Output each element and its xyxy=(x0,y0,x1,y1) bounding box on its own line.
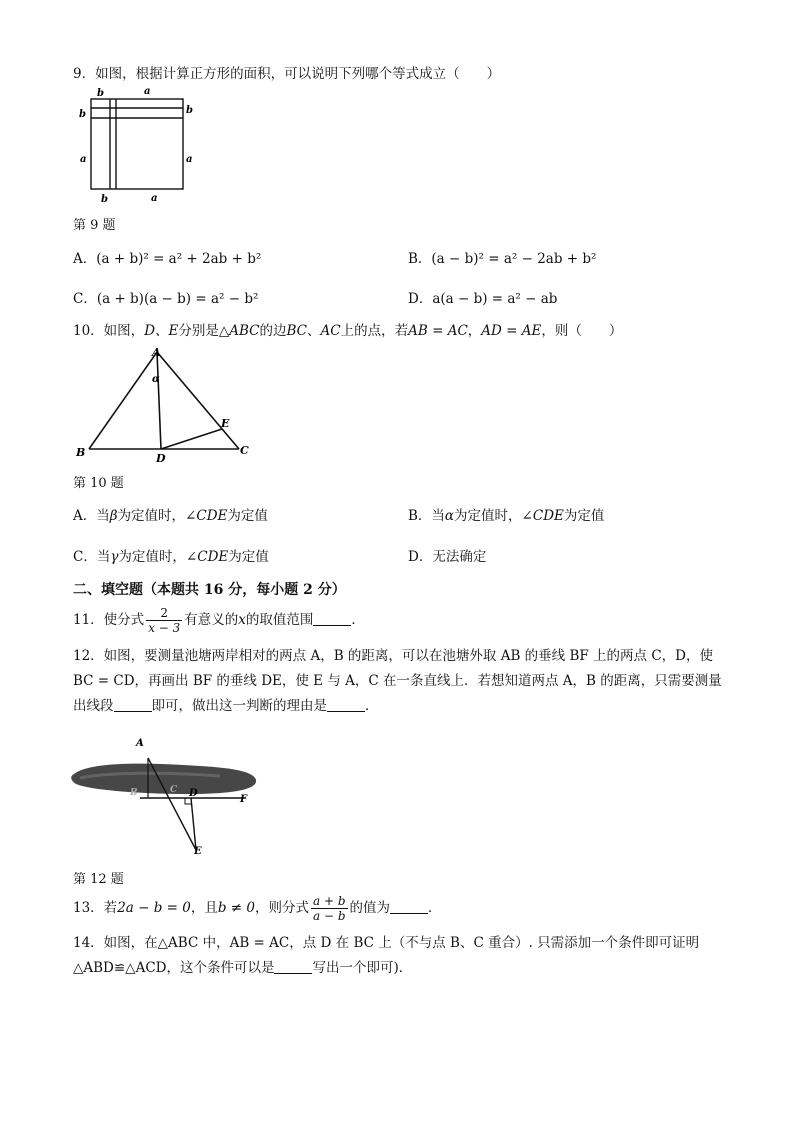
q9-label-right-a: a xyxy=(186,154,193,165)
q12-caption: 第 12 题 xyxy=(73,872,124,887)
q10-caption: 第 10 题 xyxy=(73,476,124,491)
q12-label-c: C xyxy=(170,785,178,795)
q10-triangle-figure xyxy=(72,342,262,464)
q13-stem: 13．若2a − b = 0，且b ≠ 0，则分式 $\frac{a + b}{a - b}$ 的值为 ． xyxy=(73,894,442,923)
section-title: 二、填空题（本题共 16 分，每小题 2 分） xyxy=(73,582,346,598)
q9-label-left-b: b xyxy=(79,109,86,120)
q9-label-top-a: a xyxy=(144,86,151,97)
q12-answer-blank-1[interactable] xyxy=(114,697,152,712)
q10-label-c: C xyxy=(240,444,249,457)
q9-option-c[interactable]: C．(a + b)(a − b) = a² − b² xyxy=(73,291,259,307)
q12-label-d: D xyxy=(189,788,198,799)
q9-label-top-b: b xyxy=(97,88,104,99)
q9-square-figure xyxy=(72,84,202,206)
q13-fraction: $\frac{a + b}{a - b}$ xyxy=(312,894,346,923)
q9-label-bottom-b: b xyxy=(101,194,108,205)
q11-answer-blank[interactable] xyxy=(313,611,351,626)
q9-option-a[interactable]: A．(a + b)² = a² + 2ab + b² xyxy=(73,251,262,267)
q10-label-e: E xyxy=(221,417,230,430)
q9-option-b[interactable]: B．(a − b)² = a² − 2ab + b² xyxy=(408,251,597,267)
q12-label-e: E xyxy=(194,846,202,857)
q9-option-d[interactable]: D．a(a − b) = a² − ab xyxy=(408,291,558,307)
q12-label-a: A xyxy=(136,738,144,749)
q11-stem: 11．使分式 $\frac{2}{x - 3}$ 有意义的x的取值范围 ． xyxy=(73,606,365,635)
q10-label-d: D xyxy=(156,452,166,464)
q12-line3: 出线段 即可，做出这一判断的理由是 ． xyxy=(73,698,379,714)
q9-stem: 9．如图，根据计算正方形的面积，可以说明下列哪个等式成立（ ） xyxy=(73,66,501,82)
q10-option-b[interactable]: B．当α为定值时，∠CDE为定值 xyxy=(408,508,605,524)
q10-stem: 10．如图，D、E分别是△ABC的边BC、AC上的点，若AB = AC，AD = AE，则（ ） xyxy=(73,323,623,339)
q12-pond-figure xyxy=(70,728,260,860)
q10-label-alpha: α xyxy=(152,374,160,385)
q12-line2: BC = CD，再画出 BF 的垂线 DE，使 E 与 A，C 在一条直线上．若想知道两点 A，B 的距离，只需要测量 xyxy=(73,673,722,689)
q14-line1: 14．如图，在△ABC 中，AB = AC，点 D 在 BC 上（不与点 B、C 重合）. 只需添加一个条件即可证明 xyxy=(73,935,700,951)
q11-fraction: $\frac{2}{x - 3}$ xyxy=(148,606,181,635)
q10-option-c[interactable]: C．当γ为定值时，∠CDE为定值 xyxy=(73,549,269,565)
q9-label-right-b: b xyxy=(186,105,193,116)
q13-answer-blank[interactable] xyxy=(390,899,428,914)
q9-caption: 第 9 题 xyxy=(73,218,116,233)
q9-label-bottom-a: a xyxy=(151,193,158,204)
q12-label-b: B xyxy=(130,788,138,798)
q9-label-left-a: a xyxy=(80,154,87,165)
q12-label-f: F xyxy=(240,794,248,805)
q14-line2: △ABD≌△ACD，这个条件可以是 写出一个即可)． xyxy=(73,960,413,976)
q10-label-a: A xyxy=(152,346,161,359)
q10-label-b: B xyxy=(76,446,86,459)
q12-answer-blank-2[interactable] xyxy=(327,697,365,712)
q12-line1: 12．如图，要测量池塘两岸相对的两点 A，B 的距离，可以在池塘外取 AB 的垂线 BF 上的两点 C，D，使 xyxy=(73,648,713,664)
q10-option-d[interactable]: D．无法确定 xyxy=(408,549,487,565)
q14-answer-blank[interactable] xyxy=(274,959,312,974)
q10-option-a[interactable]: A．当β为定值时，∠CDE为定值 xyxy=(73,508,268,524)
